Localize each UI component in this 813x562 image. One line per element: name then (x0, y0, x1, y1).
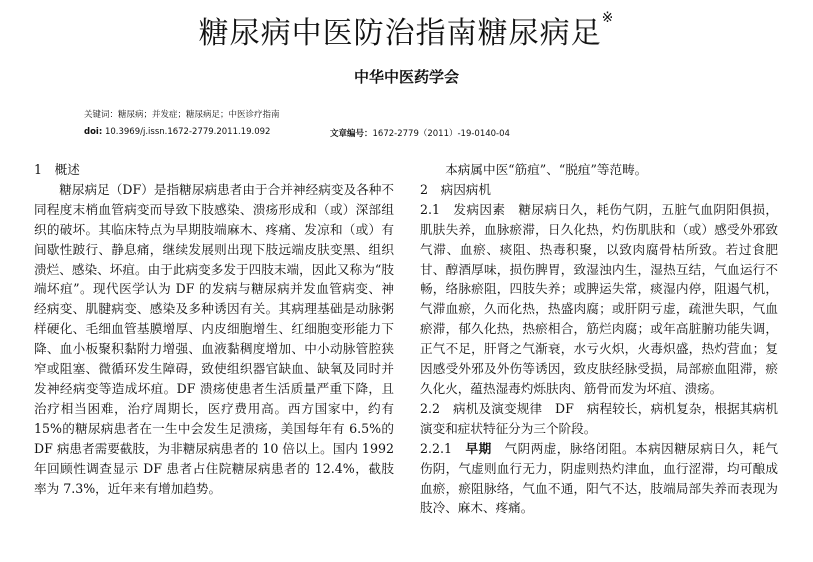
section-heading-overview: 1 概述 (34, 162, 80, 177)
author-organization: 中华中医药学会 (353, 68, 459, 86)
doi-line (84, 127, 270, 137)
overview-paragraph: 糖尿病足（DF）是指糖尿病患者由于合并神经病变及各种不同程度末梢血管病变而导致下肢感染、溃疡形成和（或）深部组织的破坏。其临床特点为早期肢端麻木、疼痛、发凉和（或）有间歇性跛行、静息痛，继续发展则出现下肢远端皮肤变黑、组织溃烂、感染、坏疽。由于此病变多发于四肢末端，因此又称为“肢端坏疽”。现代医学认为 DF 的发病与糖尿病并发血管病变、神经病变、肌腱病变、感染及多种诱因有关。其病理基础是动脉粥样硬化、毛细血管基膜增厚、内皮细胞增生、红细胞变形能力下降、血小板聚积黏附力增强、血液黏稠度增加、中小动脉管腔狭窄或阻塞、微循环发生障碍，致使组织器官缺血、缺氧及同时并发神经病变等造成坏疽。DF 溃疡使患者生活质量严重下降，且治疗相当困难，治疗周期长，医疗费用高。西方国家中，约有 15%的糖尿病患者在一生中会发生足溃疡，美国每年有 6.5%的 DF 病患者需要截肢，为非糖尿病患者的 10 倍以上。国内 1992 年回顾性调查显示 DF 患者占住院糖尿病患者的 12.4%，截肢率为 7.3%，近年来有增加趋势。 (34, 181, 394, 496)
paragraph-2-2: 2.2 病机及演变规律 DF 病程较长，病机复杂，根据其病机演变和症状特征分为三个阶段。 (420, 400, 778, 436)
keywords: 关键词：糖尿病；并发症；糖尿病足；中医诊疗指南 (84, 110, 280, 120)
left-column (34, 160, 394, 562)
section-heading-etiology: 2 病因病机 (420, 181, 491, 197)
article-number-label: 文章编号： (330, 129, 373, 139)
subsection-number: 2.2.1 (420, 440, 466, 456)
stage-label-early: 早期 (465, 440, 492, 456)
category-paragraph: 本病属中医“筋疽”、“脱疽”等范畴。 (445, 162, 648, 177)
article-number-value: 1672-2779（2011）-19-0140-04 (372, 129, 510, 139)
article-number (330, 127, 510, 139)
paper-title: 糖尿病中医防治指南糖尿病足※ (198, 10, 615, 51)
right-column (420, 160, 778, 562)
paragraph-2-1: 2.1 发病因素 糖尿病日久，耗伤气阴，五脏气血阴阳俱损，肌肤失养，血脉瘀滞，日久化热，灼伤肌肤和（或）感受外邪致气滞、血瘀、痰阻、热毒积聚，以致肉腐骨枯所致。若过食肥甘、醇酒厚味，损伤脾胃，致湿浊内生，湿热互结，气血运行不畅，络脉瘀阻，四肢失养；或脾运失常，痰湿内停，阻遏气机，气滞血瘀，久而化热，热盛肉腐；或肝阴亏虚，疏泄失职，气血瘀滞，郁久化热，热瘀相合，筋烂肉腐；或年高脏腑功能失调，正气不足，肝肾之气渐衰，水亏火炽，火毒炽盛，热灼营血；复因感受外邪及外伤等诱因，致皮肤经脉受损，局部瘀血阻滞，瘀久化火，蕴热湿毒灼烁肤肉、筋骨而发为坏疽、溃疡。 (420, 201, 778, 396)
paragraph-2-2-1 (420, 439, 778, 519)
doi-label: doi: (84, 127, 103, 137)
title-footnote-mark: ※ (601, 10, 615, 26)
paragraph-2-2-1-text: 气阴两虚，脉络闭阻。本病因糖尿病日久，耗气伤阴，气虚则血行无力，阴虚则热灼津血，血行涩滞，均可酿成血瘀，瘀阻脉络，气血不通，阳气不达，肢端局部失养而表现为肢冷、麻木、疼痛。 (420, 440, 778, 516)
doi-value: 10.3969/j.issn.1672-2779.2011.19.092 (104, 127, 271, 137)
